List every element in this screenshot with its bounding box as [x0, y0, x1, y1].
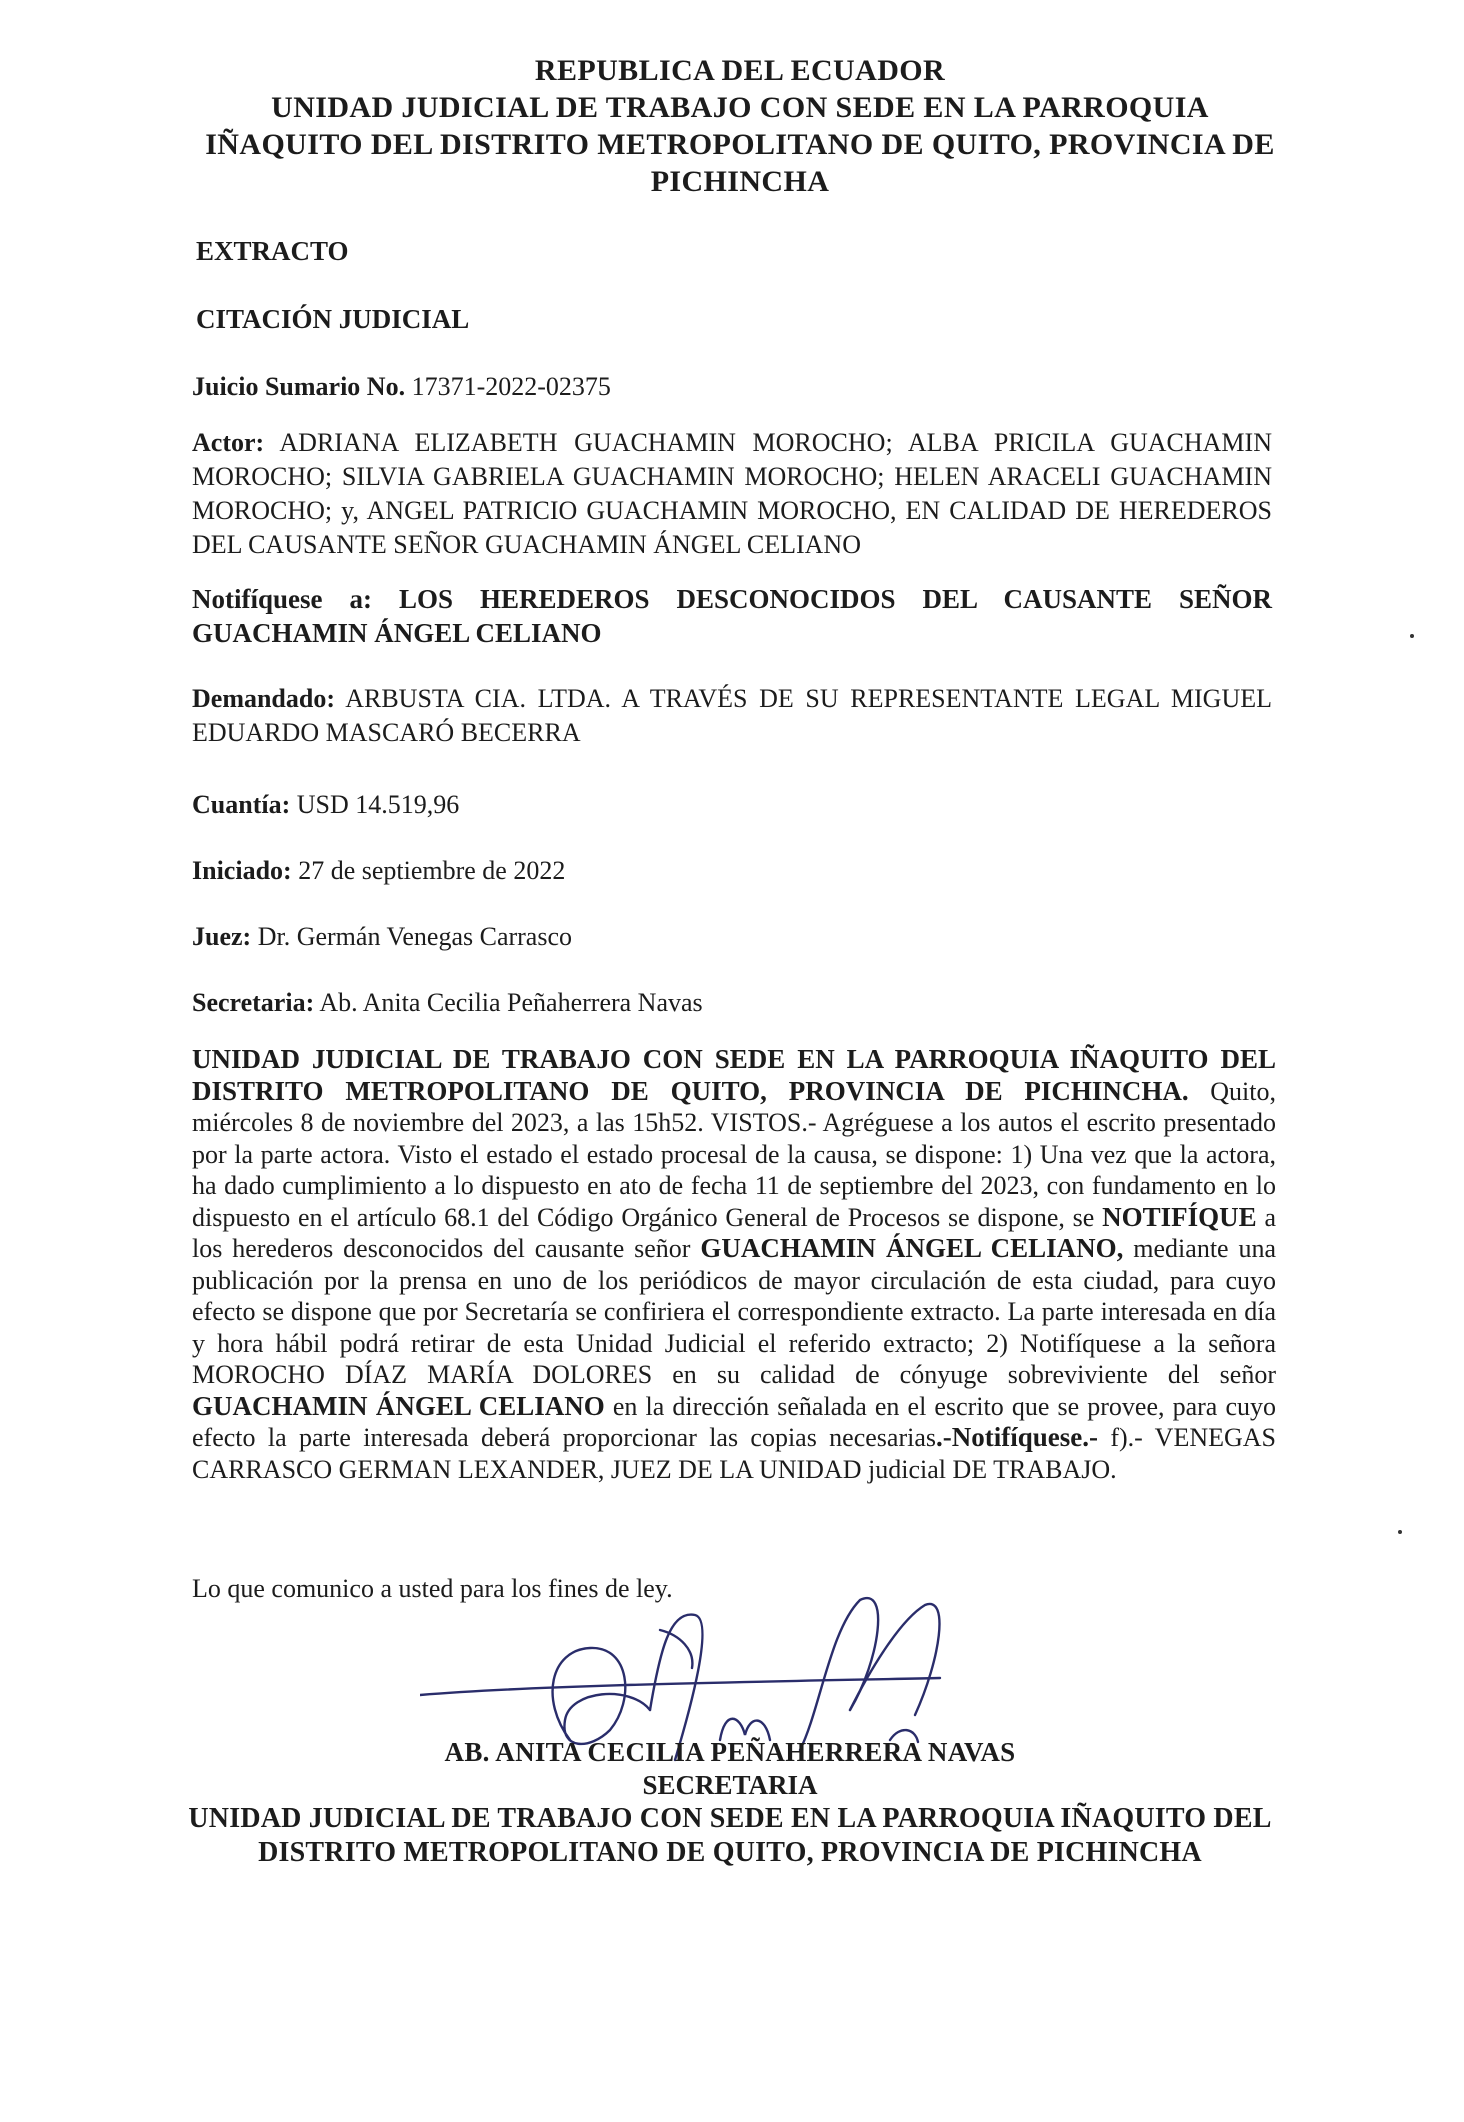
signer-title: SECRETARIA — [642, 1770, 818, 1800]
judge-label: Juez: — [192, 922, 252, 951]
case-number-line — [192, 370, 1272, 404]
scan-speck — [1410, 634, 1414, 638]
amount-value: USD 14.519,96 — [296, 790, 460, 819]
resolution-part-2: a los herederos desconocidos del causante señor — [192, 1202, 1276, 1263]
defendant-label: Demandado: — [192, 684, 336, 713]
actor-label: Actor: — [192, 428, 265, 457]
signer-unit-line-1: UNIDAD JUDICIAL DE TRABAJO CON SEDE EN LA PARROQUIA IÑAQUITO DEL — [188, 1803, 1272, 1834]
doc-type: EXTRACTO — [196, 236, 349, 266]
secretary-value: Ab. Anita Cecilia Peñaherrera Navas — [319, 988, 703, 1017]
defendant-field — [192, 682, 1272, 750]
notify-value: LOS HEREDEROS DESCONOCIDOS DEL CAUSANTE SEÑOR GUACHAMIN ÁNGEL CELIANO — [192, 584, 1273, 648]
citation-title: CITACIÓN JUDICIAL — [196, 304, 470, 334]
header-line-3: IÑAQUITO DEL DISTRITO METROPOLITANO DE QUITO, PROVINCIA DE — [205, 128, 1275, 161]
actor-field — [192, 426, 1272, 562]
started-field — [192, 854, 1272, 888]
header-line-2: UNIDAD JUDICIAL DE TRABAJO CON SEDE EN LA PARROQUIA — [271, 91, 1209, 124]
amount-field — [192, 788, 1272, 822]
document-header — [190, 52, 1290, 200]
scan-speck — [1398, 1530, 1402, 1534]
resolution-bold-notifiquese: .-Notifíquese.- — [936, 1422, 1098, 1452]
closing-line: Lo que comunico a usted para los fines de ley. — [192, 1574, 673, 1603]
judge-field — [192, 920, 1272, 954]
resolution-part-3: mediante una publicación por la prensa en uno de los periódicos de mayor circulación de esta ciudad, para cuyo efecto se dispone que por Secretaría se confiriera el correspondiente extracto. La parte interesada en día y hora hábil podrá retirar de esta Unidad Judicial el referido extracto; 2) Notifíquese a la señora MOROCHO DÍAZ MARÍA DOLORES en su calidad de cónyuge sobreviviente del señor — [192, 1234, 1277, 1389]
secretary-label: Secretaria: — [192, 988, 315, 1017]
actor-value: ADRIANA ELIZABETH GUACHAMIN MOROCHO; ALBA PRICILA GUACHAMIN MOROCHO; SILVIA GABRIELA GUACHAMIN MOROCHO; HELEN ARACELI GUACHAMIN MOROCHO; y, ANGEL PATRICIO GUACHAMIN MOROCHO, EN CALIDAD DE HEREDEROS DEL CAUSANTE SEÑOR GUACHAMIN ÁNGEL CELIANO — [192, 428, 1272, 559]
resolution-heading: UNIDAD JUDICIAL DE TRABAJO CON SEDE EN LA PARROQUIA IÑAQUITO DEL DISTRITO METROPOLITANO DE QUITO, PROVINCIA DE PICHINCHA. — [192, 1044, 1276, 1106]
signer-name: AB. ANITA CECILIA PEÑAHERRERA NAVAS — [444, 1737, 1016, 1767]
header-line-1: REPUBLICA DEL ECUADOR — [534, 54, 946, 87]
amount-label: Cuantía: — [192, 790, 291, 819]
secretary-field — [192, 986, 1272, 1020]
resolution-paragraph — [192, 1044, 1276, 1485]
header-line-4: PICHINCHA — [650, 165, 830, 198]
case-number: 17371-2022-02375 — [411, 372, 611, 401]
notify-label: Notifíquese a: — [192, 584, 372, 614]
resolution-part-5: f).- VENEGAS CARRASCO GERMAN LEXANDER, JUEZ DE LA UNIDAD judicial DE TRABAJO. — [192, 1423, 1276, 1484]
signature-block — [160, 1736, 1300, 1870]
resolution-bold-notifique: NOTIFÍQUE — [1102, 1201, 1257, 1232]
notify-field — [192, 582, 1272, 650]
resolution-bold-name-1: GUACHAMIN ÁNGEL CELIANO, — [700, 1233, 1124, 1263]
resolution-part-1: Quito, miércoles 8 de noviembre del 2023, a las 15h52. VISTOS.- Agréguese a los autos el escrito presentado por la parte actora. Visto el estado el estado procesal de la causa, se dispone: 1) Una vez que la actora, ha dado cumplimiento a lo dispuesto en ato de fecha 11 de septiembre del 2023, con fundamento en lo dispuesto en el artículo 68.1 del Código Orgánico General de Procesos se dispone, se — [192, 1076, 1276, 1232]
resolution-part-4: en la dirección señalada en el escrito que se provee, para cuyo efecto la parte interesada deberá proporcionar las copias necesarias — [192, 1391, 1276, 1452]
started-value: 27 de septiembre de 2022 — [298, 856, 566, 885]
defendant-value: ARBUSTA CIA. LTDA. A TRAVÉS DE SU REPRESENTANTE LEGAL MIGUEL EDUARDO MASCARÓ BECERRA — [192, 684, 1272, 747]
judge-value: Dr. Germán Venegas Carrasco — [257, 922, 573, 951]
started-label: Iniciado: — [192, 856, 292, 885]
case-label: Juicio Sumario No. — [192, 372, 406, 401]
resolution-bold-name-2: GUACHAMIN ÁNGEL CELIANO — [192, 1390, 605, 1421]
signer-unit-line-2: DISTRITO METROPOLITANO DE QUITO, PROVINCIA DE PICHINCHA — [258, 1837, 1202, 1868]
